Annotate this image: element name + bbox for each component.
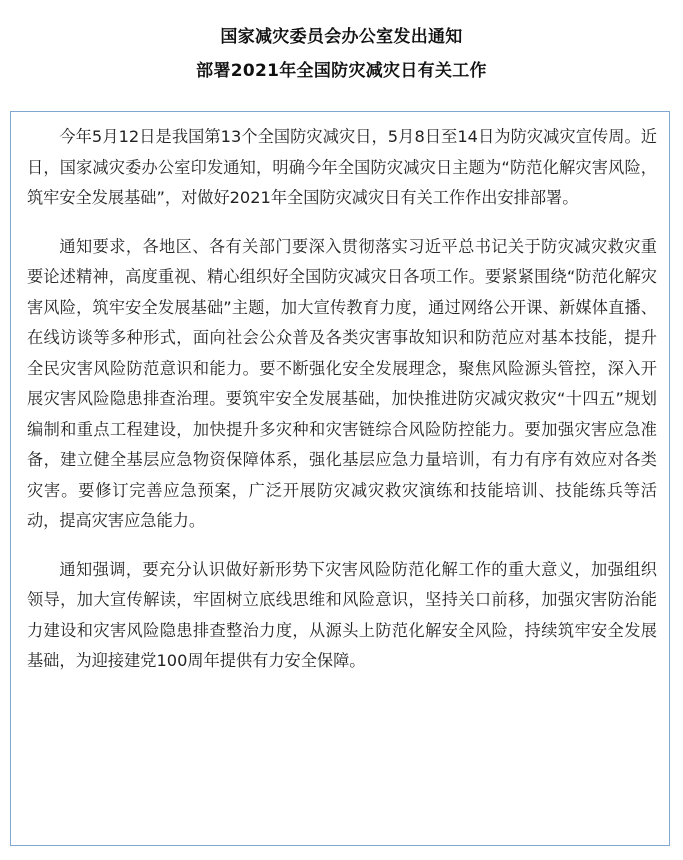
page-title-line-1: 国家减灾委员会办公室发出通知: [220, 27, 463, 47]
paragraph-2: 通知要求，各地区、各有关部门要深入贯彻落实习近平总书记关于防灾减灾救灾重要论述精神，高度重视、精心组织好全国防灾减灾日各项工作。要紧紧围绕“防范化解灾害风险，筑牢安全发展基础”主题，加大宣传教育力度，通过网络公开课、新媒体直播、在线访谈等多种形式，面向社会公众普及各类灾害事故知识和防范应对基本技能，提升全民灾害风险防范意识和能力。要不断强化安全发展理念，聚焦风险源头管控，深入开展灾害风险隐患排查治理。要筑牢安全发展基础，加快推进防灾减灾救灾“十四五”规划编制和重点工程建设，加快提升多灾种和灾害链综合风险防控能力。要加强灾害应急准备，建立健全基层应急物资保障体系，强化基层应急力量培训，有力有序有效应对各类灾害。要修订完善应急预案，广泛开展防灾减灾救灾演练和技能培训、技能练兵等活动，提高灾害应急能力。: [27, 236, 657, 530]
paragraph-3: 通知强调，要充分认识做好新形势下灾害风险防范化解工作的重大意义，加强组织领导，加大宣传解读，牢固树立底线思维和风险意识，坚持关口前移，加强灾害防治能力建设和灾害风险隐患排查整治力度，从源头上防范化解安全风险，持续筑牢安全发展基础，为迎接建党100周年提供有力安全保障。: [27, 559, 657, 670]
article-header: [0, 20, 683, 88]
paragraph-1: 今年5月12日是我国第13个全国防灾减灾日，5月8日至14日为防灾减灾宣传周。近日，国家减灾委办公室印发通知，明确今年全国防灾减灾日主题为“防范化解灾害风险，筑牢安全发展基础”，对做好2021年全国防灾减灾日有关工作作出安排部署。: [27, 127, 657, 207]
page-title-line-2: 部署2021年全国防灾减灾日有关工作: [196, 61, 487, 81]
article-body-box: [10, 111, 670, 846]
